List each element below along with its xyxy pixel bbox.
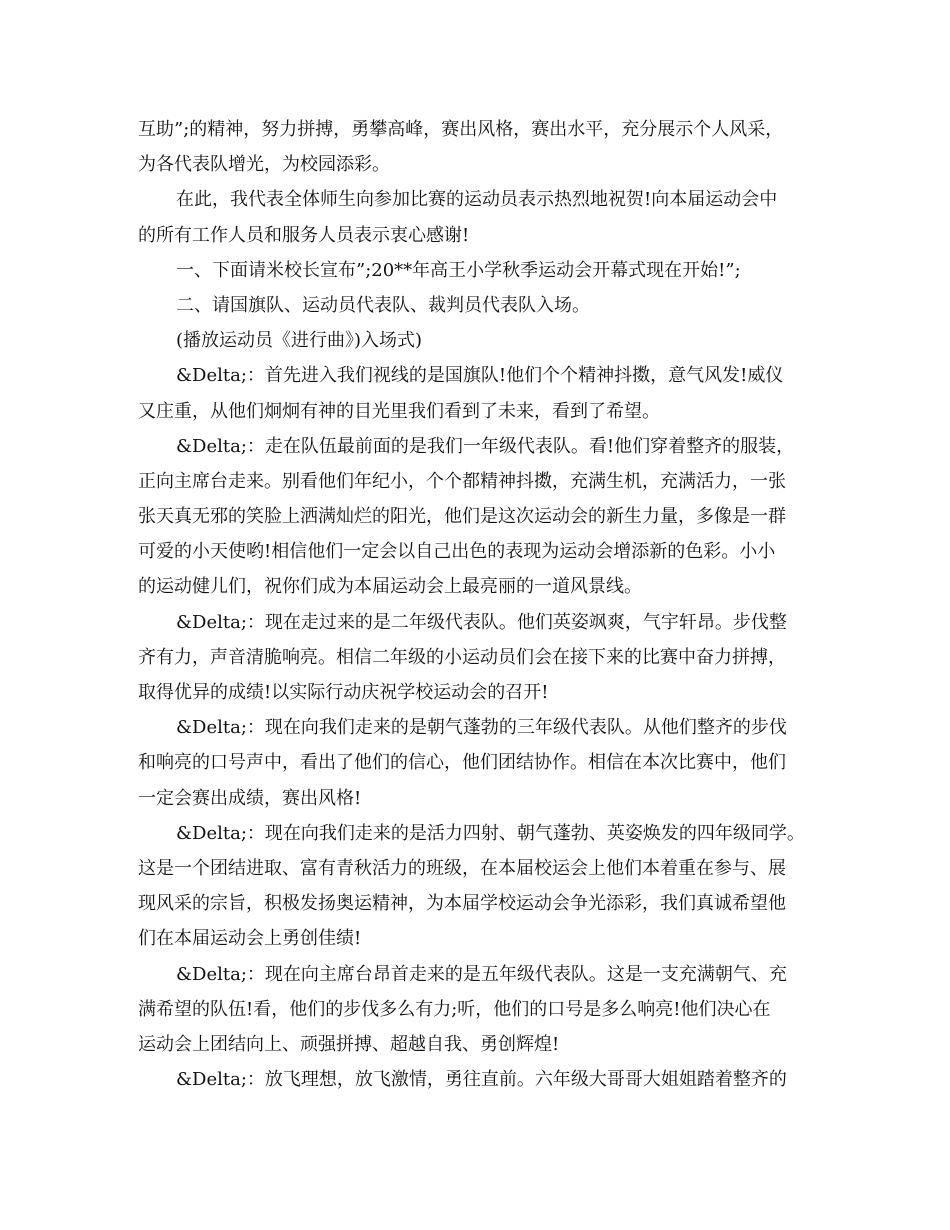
text-line: 满希望的队伍!看，他们的步伐多么有力;听，他们的口号是多么响亮!他们决心在 [138,998,771,1020]
text-line: 这是一个团结进取、富有青秋活力的班级，在本届校运会上他们本着重在参与、展 [138,857,786,879]
text-line: 的运动健儿们，祝你们成为本届运动会上最亮丽的一道风景线。 [138,576,642,598]
text-line: &Delta;：首先进入我们视线的是国旗队!他们个个精神抖擞，意气风发!威仪 [176,365,784,387]
text-line: 的所有工作人员和服务人员表示衷心感谢! [138,224,470,246]
text-line: 齐有力，声音清脆响亮。相信二年级的小运动员们会在接下来的比赛中奋力拼搏， [138,646,786,668]
text-line: 正向主席台走来。别看他们年纪小，个个都精神抖擞，充满生机，充满活力，一张 [138,470,786,492]
text-line: &Delta;：现在向我们走来的是活力四射、朝气蓬勃、英姿焕发的四年级同学。 [176,822,805,844]
text-line: (播放运动员《进行曲》)入场式) [176,330,423,352]
text-line: &Delta;：放飞理想，放飞激情，勇往直前。六年级大哥哥大姐姐踏着整齐的 [176,1069,787,1091]
document-body [138,112,828,1097]
text-line: &Delta;：现在走过来的是二年级代表队。他们英姿飒爽，气宇轩昂。步伐整 [176,611,787,633]
text-line: 在此，我代表全体师生向参加比赛的运动员表示热烈地祝贺!向本届运动会中 [176,189,778,211]
text-line: 可爱的小天使哟!相信他们一定会以自己出色的表现为运动会增添新的色彩。小小 [138,541,776,563]
text-line: 现风采的宗旨，积极发扬奥运精神，为本届学校运动会争光添彩，我们真诚希望他 [138,893,786,915]
text-line: 为各代表队增光，为校园添彩。 [138,154,390,176]
text-line: 和响亮的口号声中，看出了他们的信心，他们团结协作。相信在本次比赛中，他们 [138,752,786,774]
text-line: &Delta;：走在队伍最前面的是我们一年级代表队。看!他们穿着整齐的服装， [176,435,795,457]
text-line: 一、下面请米校长宣布”;20**年高王小学秋季运动会开幕式现在开始!”; [176,259,741,281]
text-line: 二、请国旗队、运动员代表队、裁判员代表队入场。 [176,294,590,316]
text-line: 又庄重，从他们炯炯有神的目光里我们看到了未来，看到了希望。 [138,400,660,422]
text-line: 取得优异的成绩!以实际行动庆祝学校运动会的召开! [138,682,549,703]
text-line: 张天真无邪的笑脸上洒满灿烂的阳光，他们是这次运动会的新生力量，多像是一群 [138,506,786,528]
text-line: 互助”;的精神，努力拼搏，勇攀高峰，赛出风格，赛出水平，充分展示个人风采， [138,119,784,140]
text-line: 运动会上团结向上、顽强拼搏、超越自我、勇创辉煌! [138,1033,560,1055]
text-line: 一定会赛出成绩，赛出风格! [138,787,362,809]
text-line: 们在本届运动会上勇创佳绩! [138,928,362,950]
text-line: &Delta;：现在向我们走来的是朝气蓬勃的三年级代表队。从他们整齐的步伐 [176,717,787,739]
text-line: &Delta;：现在向主席台昂首走来的是五年级代表队。这是一支充满朝气、充 [176,963,787,985]
